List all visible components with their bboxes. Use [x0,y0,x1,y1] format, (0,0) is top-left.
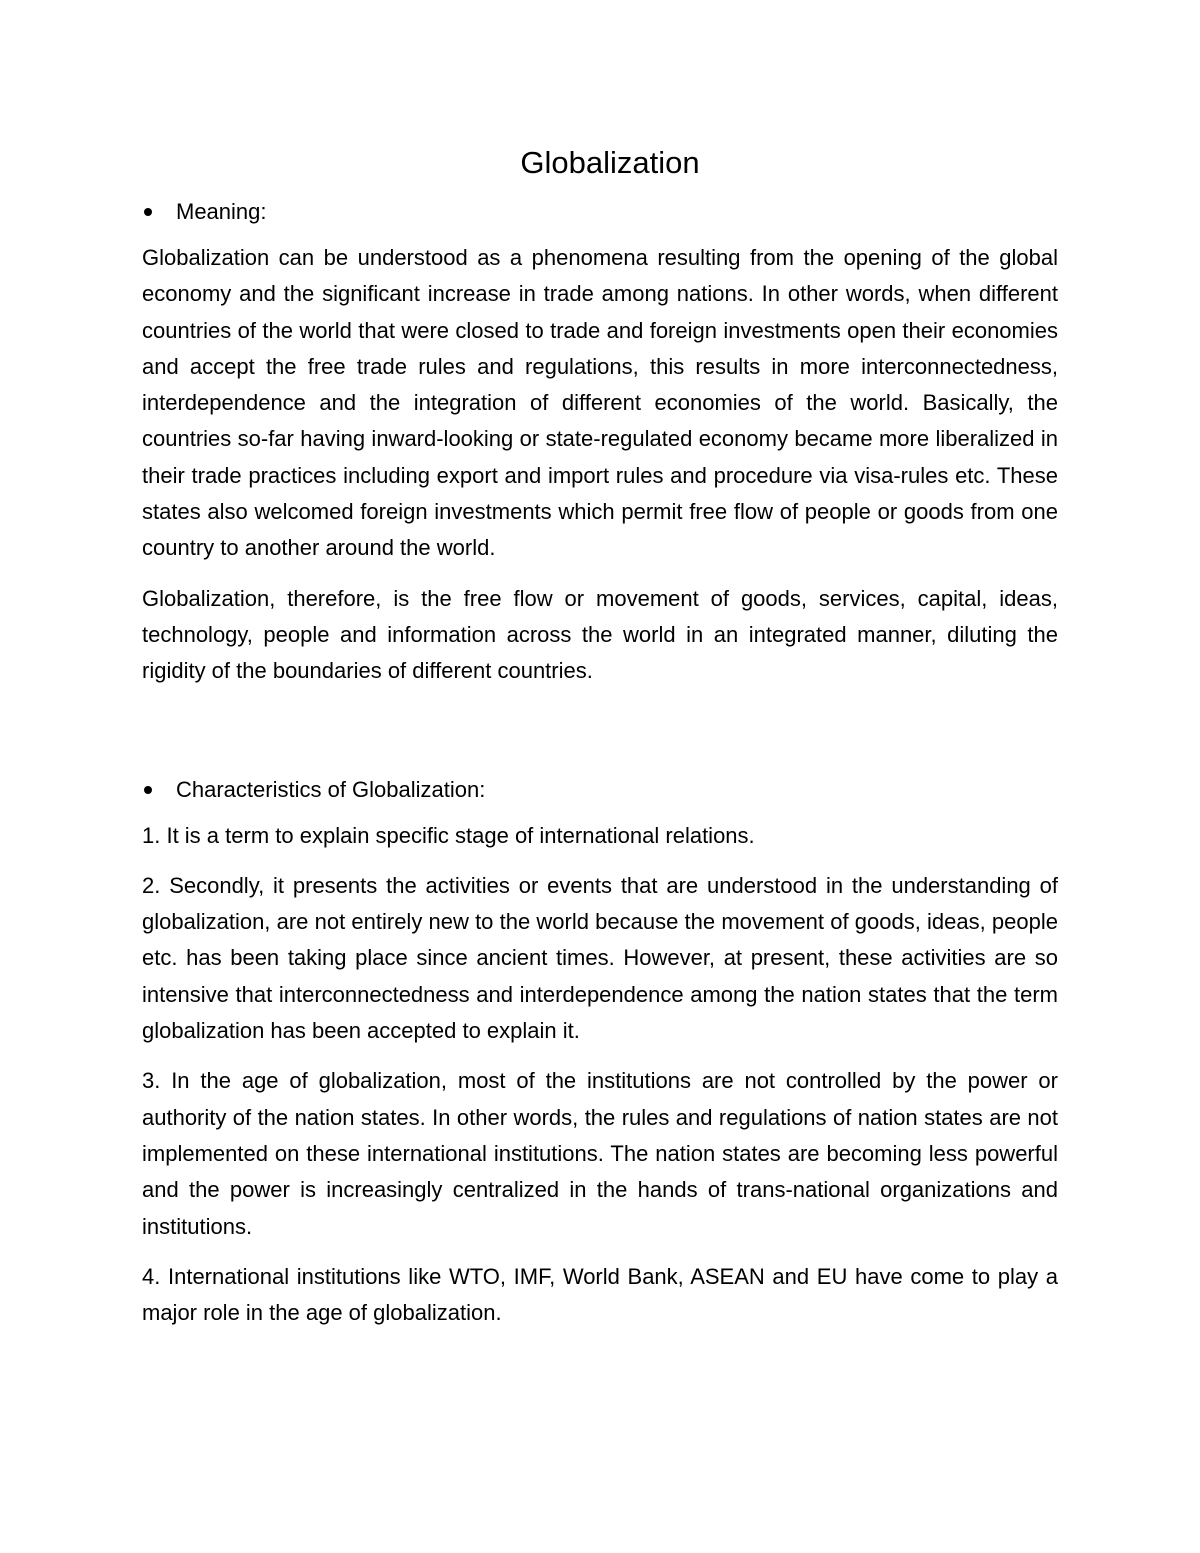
section-spacer [142,704,1058,774]
characteristic-item-2: 2. Secondly, it presents the activities or events that are understood in the understanding of globalization, are not entirely new to the world because the movement of goods, ideas, people etc. has been taking place since ancient times. However, at present, these activities are so intensive that interconnectedness and interdependence among the nation states that the term globalization has been accepted to explain it. [142,872,1058,1044]
bullet-icon [144,208,152,216]
page-title: Globalization [520,145,700,180]
characteristic-item-1: 1. It is a term to explain specific stage of international relations. [142,822,755,848]
meaning-heading-label: Meaning: [176,199,267,224]
document-page [142,138,1058,1345]
characteristics-heading [142,774,1058,806]
characteristics-heading-label: Characteristics of Globalization: [176,776,486,802]
meaning-paragraph-2: Globalization, therefore, is the free flow or movement of goods, services, capital, ideas, technology, people and information across the world in an integrated manner, diluting the rigidity of the boundaries of different countries. [142,585,1058,684]
characteristic-item-4: 4. International institutions like WTO, IMF, World Bank, ASEAN and EU have come to play a major role in the age of globalization. [142,1263,1058,1326]
meaning-heading [142,196,1058,228]
characteristic-item-3: 3. In the age of globalization, most of the institutions are not controlled by the power or authority of the nation states. In other words, the rules and regulations of nation states are not implemented on these international institutions. The nation states are becoming less powerful and the power is increasingly centralized in the hands of trans-national organizations and institutions. [142,1068,1058,1239]
meaning-paragraph-1: Globalization can be understood as a phenomena resulting from the opening of the global economy and the significant increase in trade among nations. In other words, when different countries of the world that were closed to trade and foreign investments open their economies and accept the free trade rules and regulations, this results in more interconnectedness, interdependence and the integration of different economies of the world. Basically, the countries so-far having inward-looking or state-regulated economy became more liberalized in their trade practices including export and import rules and procedure via visa-rules etc. These states also welcomed foreign investments which permit free flow of people or goods from one country to another around the world. [142,245,1058,561]
bullet-icon [144,786,152,794]
